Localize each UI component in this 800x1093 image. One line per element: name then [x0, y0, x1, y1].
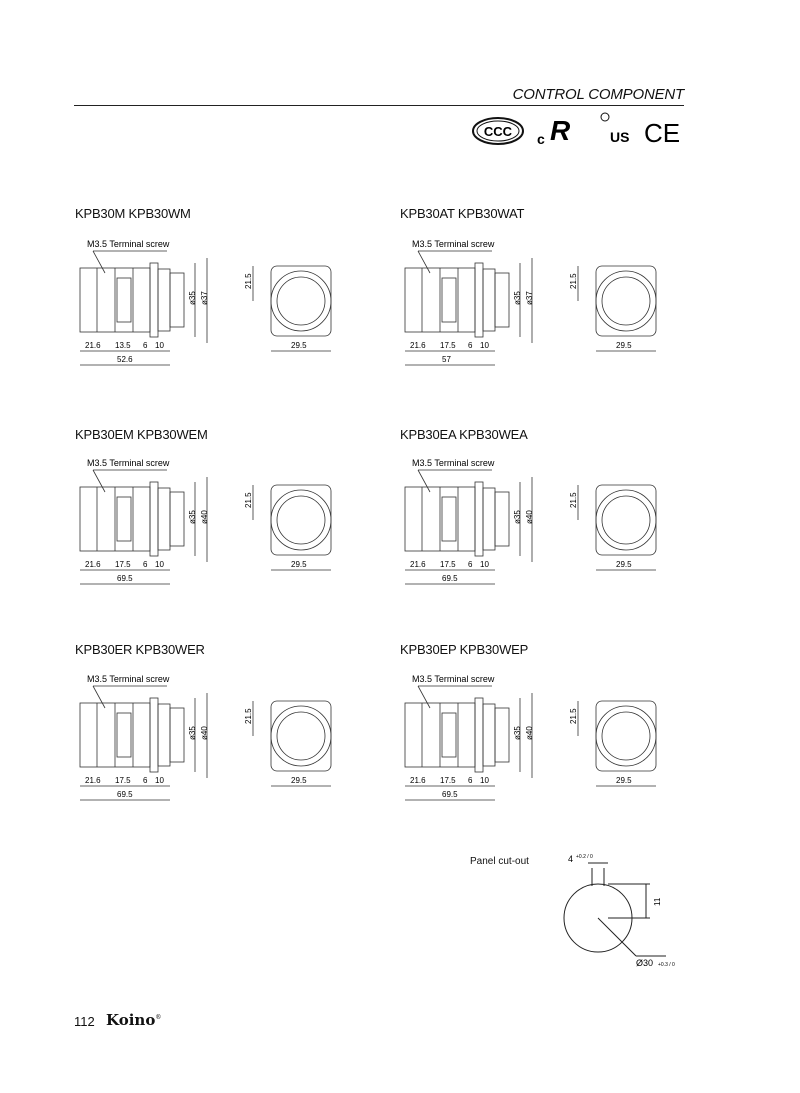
- dim-label: ø37: [200, 291, 209, 305]
- dim-label: ø40: [200, 726, 209, 740]
- svg-text:CE: CE: [644, 118, 681, 148]
- dim-label: M3.5 Terminal screw: [87, 458, 170, 468]
- dim-label: 69.5: [442, 790, 458, 799]
- dim-label: 21.5: [569, 492, 578, 508]
- dim-label: M3.5 Terminal screw: [87, 674, 170, 684]
- brand-logo: Koino®: [106, 1011, 162, 1029]
- dim-label: 13.5: [115, 341, 131, 350]
- dim-label: 10: [155, 341, 164, 350]
- page-number: 112: [74, 1014, 95, 1029]
- dim-label: ø40: [525, 510, 534, 524]
- dim-label: M3.5 Terminal screw: [412, 674, 495, 684]
- dim-label: 21.6: [410, 776, 426, 785]
- dim-label: 21.6: [85, 560, 101, 569]
- ul-mark-icon: [537, 113, 629, 147]
- dim-label: 10: [155, 776, 164, 785]
- dim-label: 6: [468, 560, 473, 569]
- dim-label: 17.5: [440, 560, 456, 569]
- dimension-drawing: [75, 668, 375, 818]
- dim-label: 21.5: [569, 708, 578, 724]
- drawing-0: [75, 233, 375, 388]
- dim-label: 69.5: [117, 574, 133, 583]
- dimension-drawing: [75, 452, 375, 602]
- svg-text:c: c: [537, 131, 545, 147]
- dim-label: 6: [468, 341, 473, 350]
- dim-label: 17.5: [440, 776, 456, 785]
- dim-label: 29.5: [616, 560, 632, 569]
- certification-marks: [470, 112, 690, 152]
- section-title: KPB30ER KPB30WER: [75, 642, 205, 657]
- panel-cutout-drawing: [548, 848, 688, 978]
- dim-label: 10: [480, 560, 489, 569]
- dim-label: ø40: [525, 726, 534, 740]
- dimension-drawing: [400, 233, 700, 383]
- dim-label: 29.5: [291, 560, 307, 569]
- dim-label: 21.5: [244, 708, 253, 724]
- dim-label: ø35: [513, 726, 522, 740]
- ccc-mark-icon: [473, 118, 523, 144]
- cutout-diameter: Ø30: [636, 958, 654, 968]
- svg-text:CCC: CCC: [483, 124, 513, 139]
- section-title: KPB30EA KPB30WEA: [400, 427, 528, 442]
- drawing-1: [400, 233, 700, 388]
- dim-label: 29.5: [616, 341, 632, 350]
- dim-label: ø35: [188, 726, 197, 740]
- dim-label: 57: [442, 355, 451, 364]
- dim-label: 17.5: [440, 341, 456, 350]
- dim-label: 52.6: [117, 355, 133, 364]
- dim-label: ø35: [188, 510, 197, 524]
- dim-label: ø35: [513, 291, 522, 305]
- drawing-3: [400, 452, 700, 607]
- drawing-5: [400, 668, 700, 823]
- dim-label: 17.5: [115, 776, 131, 785]
- dim-label: 21.6: [410, 341, 426, 350]
- svg-text:US: US: [610, 129, 630, 145]
- dim-label: 6: [143, 560, 148, 569]
- dimension-drawing: [400, 452, 700, 602]
- dim-label: 21.5: [244, 273, 253, 289]
- dimension-drawing: [400, 668, 700, 818]
- dim-label: ø35: [188, 291, 197, 305]
- dim-label: 69.5: [442, 574, 458, 583]
- dim-label: 10: [480, 341, 489, 350]
- section-title: KPB30EM KPB30WEM: [75, 427, 208, 442]
- header-rule: [74, 105, 684, 106]
- dim-label: M3.5 Terminal screw: [87, 239, 170, 249]
- dim-label: 21.5: [569, 273, 578, 289]
- ce-mark-icon: [644, 118, 680, 148]
- dimension-drawing: [75, 233, 375, 383]
- dim-label: 17.5: [115, 560, 131, 569]
- svg-text:R: R: [550, 115, 571, 146]
- dim-label: 21.5: [244, 492, 253, 508]
- cutout-key-height: 11: [653, 897, 662, 906]
- dim-label: 69.5: [117, 790, 133, 799]
- section-title: KPB30EP KPB30WEP: [400, 642, 529, 657]
- dim-label: ø35: [513, 510, 522, 524]
- panel-cutout-label: Panel cut-out: [470, 856, 529, 867]
- dim-label: 10: [480, 776, 489, 785]
- dim-label: ø37: [525, 291, 534, 305]
- dim-label: 21.6: [85, 341, 101, 350]
- drawing-4: [75, 668, 375, 823]
- section-title: KPB30AT KPB30WAT: [400, 206, 525, 221]
- dim-label: 21.6: [85, 776, 101, 785]
- dim-label: 29.5: [291, 776, 307, 785]
- cutout-key-tol: +0.2 / 0: [576, 854, 593, 860]
- dim-label: M3.5 Terminal screw: [412, 239, 495, 249]
- dim-label: 29.5: [291, 341, 307, 350]
- drawing-2: [75, 452, 375, 607]
- dim-label: M3.5 Terminal screw: [412, 458, 495, 468]
- header-title: CONTROL COMPONENT: [512, 86, 684, 103]
- dim-label: 6: [143, 341, 148, 350]
- dim-label: 6: [143, 776, 148, 785]
- dim-label: 29.5: [616, 776, 632, 785]
- dim-label: 6: [468, 776, 473, 785]
- dim-label: 21.6: [410, 560, 426, 569]
- dim-label: ø40: [200, 510, 209, 524]
- section-title: KPB30M KPB30WM: [75, 206, 191, 221]
- dim-label: 10: [155, 560, 164, 569]
- cutout-key-width: 4: [568, 854, 574, 864]
- cutout-diameter-tol: +0.3 / 0: [658, 962, 675, 968]
